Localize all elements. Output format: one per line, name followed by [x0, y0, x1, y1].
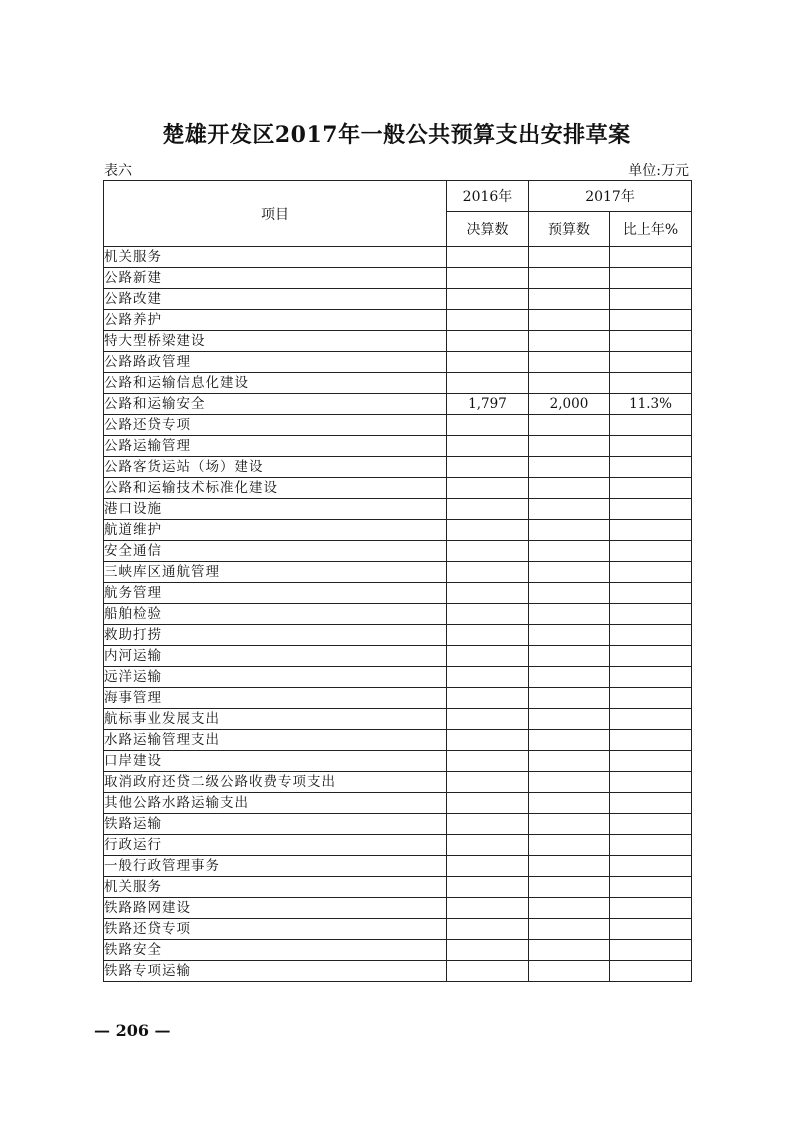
row-actual-2016 [447, 898, 529, 919]
table-row [104, 856, 692, 877]
row-label: 公路养护 [104, 310, 447, 331]
table-row [104, 919, 692, 940]
table-row [104, 709, 692, 730]
row-ratio [610, 751, 692, 772]
row-label: 航务管理 [104, 583, 447, 604]
row-ratio [610, 352, 692, 373]
row-actual-2016 [447, 772, 529, 793]
table-body [104, 247, 692, 982]
table-row [104, 814, 692, 835]
row-label: 航道维护 [104, 520, 447, 541]
row-label: 取消政府还贷二级公路收费专项支出 [104, 772, 447, 793]
row-actual-2016 [447, 352, 529, 373]
table-row [104, 310, 692, 331]
row-ratio [610, 289, 692, 310]
row-actual-2016 [447, 877, 529, 898]
row-budget-2017 [529, 667, 610, 688]
row-ratio [610, 373, 692, 394]
row-ratio [610, 415, 692, 436]
row-ratio [610, 310, 692, 331]
row-ratio [610, 541, 692, 562]
row-label: 水路运输管理支出 [104, 730, 447, 751]
row-label: 公路路政管理 [104, 352, 447, 373]
header-ratio: 比上年% [610, 212, 692, 247]
row-actual-2016 [447, 583, 529, 604]
row-ratio [610, 625, 692, 646]
table-number: 表六 [104, 163, 132, 179]
row-actual-2016 [447, 667, 529, 688]
row-label: 远洋运输 [104, 667, 447, 688]
row-actual-2016: 1,797 [447, 394, 529, 415]
row-budget-2017 [529, 898, 610, 919]
table-row [104, 667, 692, 688]
row-ratio [610, 478, 692, 499]
row-label: 安全通信 [104, 541, 447, 562]
row-budget-2017 [529, 730, 610, 751]
table-row [104, 352, 692, 373]
row-budget-2017 [529, 604, 610, 625]
table-row [104, 499, 692, 520]
row-ratio [610, 247, 692, 268]
table-row [104, 394, 692, 415]
table-row [104, 478, 692, 499]
row-ratio: 11.3% [610, 394, 692, 415]
row-ratio [610, 709, 692, 730]
table-row [104, 583, 692, 604]
row-actual-2016 [447, 541, 529, 562]
table-row [104, 772, 692, 793]
row-label: 三峡库区通航管理 [104, 562, 447, 583]
row-budget-2017 [529, 688, 610, 709]
row-budget-2017 [529, 331, 610, 352]
row-budget-2017 [529, 268, 610, 289]
row-ratio [610, 499, 692, 520]
row-label: 机关服务 [104, 877, 447, 898]
table-row [104, 877, 692, 898]
row-ratio [610, 856, 692, 877]
table-row [104, 415, 692, 436]
table-row [104, 289, 692, 310]
header-item: 项目 [104, 181, 447, 247]
row-label: 船舶检验 [104, 604, 447, 625]
row-budget-2017 [529, 436, 610, 457]
row-ratio [610, 877, 692, 898]
row-actual-2016 [447, 478, 529, 499]
row-label: 其他公路水路运输支出 [104, 793, 447, 814]
table-row [104, 898, 692, 919]
row-actual-2016 [447, 499, 529, 520]
row-budget-2017 [529, 814, 610, 835]
table-row [104, 646, 692, 667]
row-actual-2016 [447, 646, 529, 667]
row-ratio [610, 436, 692, 457]
row-budget-2017 [529, 499, 610, 520]
row-label: 铁路安全 [104, 940, 447, 961]
table-row [104, 436, 692, 457]
header-2016: 2016年 [447, 181, 529, 212]
row-actual-2016 [447, 247, 529, 268]
row-budget-2017 [529, 289, 610, 310]
row-label: 救助打捞 [104, 625, 447, 646]
unit-label: 单位:万元 [628, 163, 689, 179]
row-budget-2017 [529, 247, 610, 268]
row-budget-2017 [529, 625, 610, 646]
table-row [104, 562, 692, 583]
row-budget-2017 [529, 793, 610, 814]
table-row [104, 541, 692, 562]
row-label: 公路和运输信息化建设 [104, 373, 447, 394]
row-ratio [610, 604, 692, 625]
table-row [104, 457, 692, 478]
row-ratio [610, 961, 692, 982]
row-label: 铁路路网建设 [104, 898, 447, 919]
row-actual-2016 [447, 604, 529, 625]
table-row [104, 793, 692, 814]
row-ratio [610, 562, 692, 583]
row-actual-2016 [447, 709, 529, 730]
row-actual-2016 [447, 373, 529, 394]
table-row [104, 625, 692, 646]
table-row [104, 940, 692, 961]
row-budget-2017: 2,000 [529, 394, 610, 415]
row-label: 公路和运输技术标准化建设 [104, 478, 447, 499]
row-budget-2017 [529, 520, 610, 541]
row-budget-2017 [529, 541, 610, 562]
row-actual-2016 [447, 268, 529, 289]
row-actual-2016 [447, 562, 529, 583]
row-label: 行政运行 [104, 835, 447, 856]
row-budget-2017 [529, 646, 610, 667]
row-ratio [610, 457, 692, 478]
row-label: 公路和运输安全 [104, 394, 447, 415]
row-label: 航标事业发展支出 [104, 709, 447, 730]
row-ratio [610, 772, 692, 793]
row-ratio [610, 940, 692, 961]
header-2017: 2017年 [529, 181, 692, 212]
table-row [104, 835, 692, 856]
header-budget: 预算数 [529, 212, 610, 247]
row-actual-2016 [447, 751, 529, 772]
row-actual-2016 [447, 625, 529, 646]
row-budget-2017 [529, 310, 610, 331]
table-row [104, 688, 692, 709]
row-label: 海事管理 [104, 688, 447, 709]
row-ratio [610, 814, 692, 835]
row-budget-2017 [529, 772, 610, 793]
table-row [104, 961, 692, 982]
row-budget-2017 [529, 835, 610, 856]
row-label: 公路客货运站（场）建设 [104, 457, 447, 478]
row-budget-2017 [529, 562, 610, 583]
row-actual-2016 [447, 415, 529, 436]
row-actual-2016 [447, 835, 529, 856]
row-label: 公路还贷专项 [104, 415, 447, 436]
row-label: 公路新建 [104, 268, 447, 289]
row-ratio [610, 898, 692, 919]
row-budget-2017 [529, 478, 610, 499]
row-budget-2017 [529, 961, 610, 982]
row-actual-2016 [447, 814, 529, 835]
row-budget-2017 [529, 751, 610, 772]
row-actual-2016 [447, 919, 529, 940]
row-actual-2016 [447, 688, 529, 709]
row-label: 公路改建 [104, 289, 447, 310]
row-label: 港口设施 [104, 499, 447, 520]
row-actual-2016 [447, 730, 529, 751]
row-ratio [610, 520, 692, 541]
row-label: 公路运输管理 [104, 436, 447, 457]
row-label: 内河运输 [104, 646, 447, 667]
row-actual-2016 [447, 961, 529, 982]
row-actual-2016 [447, 793, 529, 814]
row-budget-2017 [529, 415, 610, 436]
table-row [104, 520, 692, 541]
row-budget-2017 [529, 583, 610, 604]
row-budget-2017 [529, 457, 610, 478]
table-row [104, 604, 692, 625]
page-number: — 206 — [94, 1021, 171, 1040]
row-ratio [610, 667, 692, 688]
row-ratio [610, 919, 692, 940]
table-row [104, 751, 692, 772]
row-ratio [610, 688, 692, 709]
budget-table [103, 180, 692, 982]
row-label: 口岸建设 [104, 751, 447, 772]
row-ratio [610, 268, 692, 289]
row-ratio [610, 793, 692, 814]
row-label: 铁路还贷专项 [104, 919, 447, 940]
row-label: 铁路专项运输 [104, 961, 447, 982]
row-ratio [610, 331, 692, 352]
row-label: 一般行政管理事务 [104, 856, 447, 877]
row-budget-2017 [529, 856, 610, 877]
row-budget-2017 [529, 940, 610, 961]
row-actual-2016 [447, 436, 529, 457]
page-title: 楚雄开发区2017年一般公共预算支出安排草案 [162, 122, 631, 148]
row-budget-2017 [529, 877, 610, 898]
row-label: 铁路运输 [104, 814, 447, 835]
row-label: 特大型桥梁建设 [104, 331, 447, 352]
row-actual-2016 [447, 856, 529, 877]
row-ratio [610, 835, 692, 856]
table-row [104, 373, 692, 394]
row-budget-2017 [529, 709, 610, 730]
row-label: 机关服务 [104, 247, 447, 268]
row-ratio [610, 730, 692, 751]
row-actual-2016 [447, 520, 529, 541]
row-actual-2016 [447, 331, 529, 352]
row-budget-2017 [529, 373, 610, 394]
table-row [104, 331, 692, 352]
row-actual-2016 [447, 289, 529, 310]
header-actual: 决算数 [447, 212, 529, 247]
table-row [104, 730, 692, 751]
table-row [104, 268, 692, 289]
row-actual-2016 [447, 940, 529, 961]
row-ratio [610, 583, 692, 604]
row-budget-2017 [529, 919, 610, 940]
table-row [104, 247, 692, 268]
row-actual-2016 [447, 457, 529, 478]
row-actual-2016 [447, 310, 529, 331]
row-budget-2017 [529, 352, 610, 373]
row-ratio [610, 646, 692, 667]
